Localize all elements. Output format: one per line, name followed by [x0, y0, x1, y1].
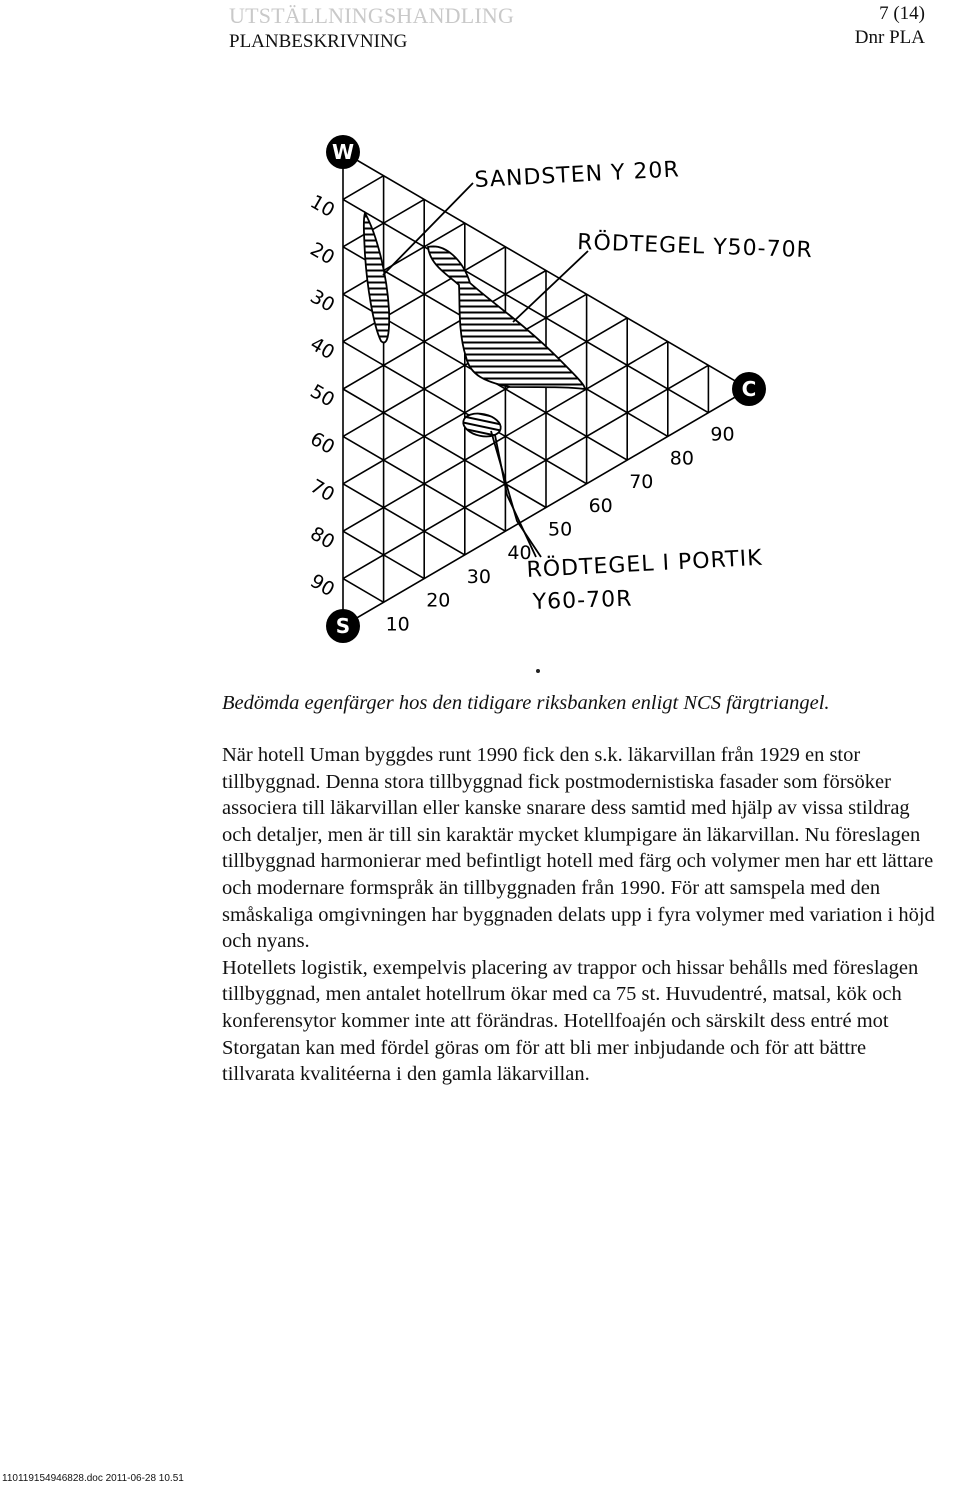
- grid-line: [343, 484, 465, 555]
- document-stamp: UTSTÄLLNINGSHANDLING: [229, 3, 515, 28]
- left-scale-label: 90: [306, 569, 339, 602]
- bottom-scale-label: 60: [588, 494, 613, 517]
- label-portik-line1: RÖDTEGEL I PORTIK: [526, 545, 764, 583]
- stray-dot: [536, 669, 540, 673]
- corner-c-label: C: [741, 377, 757, 401]
- left-scale-label: 70: [306, 475, 339, 507]
- left-scale-label: 20: [306, 238, 339, 270]
- document-type: PLANBESKRIVNING: [229, 30, 408, 52]
- bottom-scale-label: 20: [426, 589, 451, 612]
- header-right: [855, 2, 925, 50]
- left-scale: [306, 191, 338, 601]
- footer-file-info: 110119154946828.doc 2011-06-28 10.51: [2, 1473, 184, 1484]
- body-text: [222, 742, 942, 1088]
- left-scale-label: 40: [306, 332, 339, 365]
- bottom-scale-label: 80: [669, 447, 694, 470]
- label-rodtegel: RÖDTEGEL Y50-70R: [576, 230, 814, 264]
- left-scale-label: 60: [306, 427, 339, 459]
- red-brick-region: [428, 246, 585, 389]
- label-portik-line2: Y60-70R: [532, 586, 633, 615]
- bottom-scale-label: 70: [629, 471, 654, 494]
- left-scale-label: 80: [306, 522, 339, 554]
- corner-s-label: S: [335, 614, 351, 638]
- bottom-scale-label: 30: [466, 565, 491, 588]
- grid-line: [343, 176, 384, 200]
- paragraph-2: Hotellets logistik, exempelvis placering av trappor och hissar behålls med föreslagen tillbyggnad, men antalet hotellrum ökar med ca 75 st. Huvudentré, matsal, kök och konferensytor kommer inte att förändras. Hotellfoajén och särskilt dess entré mot Storgatan kan med fördel göras om för att bli mer inbjudande och för att bättre tillvarata kvalitéerna i den gamla läkarvillan.: [222, 956, 919, 1086]
- corner-w-label: W: [331, 140, 355, 164]
- dnr-number: Dnr PLA: [854, 26, 925, 48]
- left-scale-label: 30: [306, 285, 339, 317]
- bottom-scale-label: 50: [548, 518, 573, 541]
- corner-c: [732, 372, 766, 406]
- label-sandsten: SANDSTEN Y 20R: [474, 157, 681, 193]
- bottom-scale-label: 40: [507, 542, 532, 565]
- bottom-scale-label: 90: [710, 423, 735, 446]
- paragraph-1: När hotell Uman byggdes runt 1990 fick den s.k. läkarvillan från 1929 en stor tillbyggnad. Denna stora tillbyggnad fick postmodernistiska fasader som försöker associera till läkarvillan eller kanske snarare dess samtid med hjälp av vissa stildrag och detaljer, men är till sin karaktär mycket klumpigare än läkarvillan. Nu föreslagen tillbyggnad harmonierar med befintligt hotell med färg och volymer men har ett lättare och modernare formspråk än tillbyggnaden från 1990. För att samspela med den småskaliga omgivningen har byggnaden delats upp i fyra volymer med variation i höjd och nyans.: [222, 744, 935, 953]
- leader-rodtegel: [513, 251, 588, 322]
- left-scale-label: 10: [306, 190, 339, 222]
- grid-line: [343, 579, 384, 603]
- left-scale-label: 50: [306, 380, 339, 412]
- ncs-color-triangle-diagram: [295, 125, 855, 655]
- sandstone-region: [364, 213, 389, 343]
- grid-line: [343, 389, 546, 508]
- corner-w: [326, 135, 360, 169]
- figure-caption: Bedömda egenfärger hos den tidigare riksbanken enligt NCS färgtriangel.: [222, 692, 830, 714]
- corner-s: [326, 609, 360, 643]
- header-left: [229, 2, 514, 53]
- bottom-scale-label: 10: [385, 613, 410, 636]
- page-number: 7 (14): [879, 3, 925, 24]
